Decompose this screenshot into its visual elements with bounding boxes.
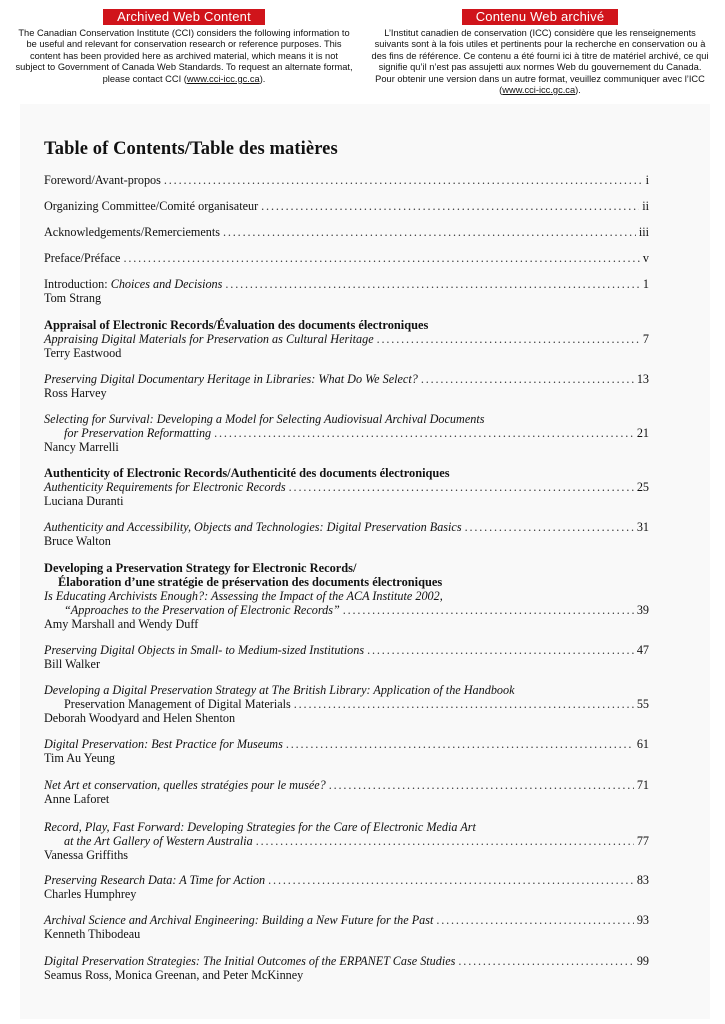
entry-page: 93	[636, 913, 649, 927]
toc-entry-eastwood[interactable]	[44, 332, 649, 360]
entry-author: Terry Eastwood	[44, 346, 122, 360]
cci-link-en[interactable]: www.cci-icc.gc.ca	[186, 73, 260, 84]
archive-notice-end-en: ).	[259, 73, 266, 84]
entry-page: i	[645, 173, 649, 187]
toc-entry-acknowledgements[interactable]	[44, 225, 649, 239]
entry-author: Bill Walker	[44, 657, 100, 671]
entry-title: Appraising Digital Materials for Preservation as Cultural Heritage	[44, 332, 374, 346]
toc-entry-introduction[interactable]	[44, 277, 649, 305]
toc-entry-duranti[interactable]	[44, 480, 649, 508]
entry-title: Organizing Committee/Comité organisateur	[44, 199, 259, 213]
section-heading-authenticity: Authenticity of Electronic Records/Authenticité des documents électroniques	[44, 466, 450, 480]
entry-title: at the Art Gallery of Western Australia	[64, 834, 253, 848]
toc-entry-ross[interactable]	[44, 954, 649, 982]
section-heading-appraisal: Appraisal of Electronic Records/Évaluation des documents électroniques	[44, 318, 429, 332]
toc-entry-harvey[interactable]	[44, 372, 649, 400]
entry-author: Luciana Duranti	[44, 494, 124, 508]
section-heading-line2: Élaboration d’une stratégie de préservation des documents électroniques	[58, 575, 443, 589]
archive-banner	[0, 0, 725, 100]
entry-title: Authenticity and Accessibility, Objects and Technologies: Digital Preservation Basics	[44, 520, 462, 534]
entry-page: 25	[636, 480, 649, 494]
entry-page: 99	[636, 954, 649, 968]
toc-entry-griffiths[interactable]	[44, 820, 649, 862]
entry-page: ii	[642, 199, 649, 213]
entry-page: 31	[636, 520, 649, 534]
entry-author: Tom Strang	[44, 291, 102, 305]
toc-entry-walton[interactable]	[44, 520, 649, 548]
entry-title: Preserving Digital Documentary Heritage in Libraries: What Do We Select?	[44, 372, 418, 386]
toc-entry-woodyard-shenton[interactable]	[44, 683, 649, 725]
entry-title: Preserving Research Data: A Time for Action	[44, 873, 266, 887]
entry-page: 1	[642, 277, 649, 291]
toc-entry-au-yeung[interactable]	[44, 737, 649, 765]
entry-page: 7	[642, 332, 649, 346]
entry-page: iii	[638, 225, 649, 239]
archived-badge-en: Archived Web Content	[103, 9, 265, 25]
entry-author: Deborah Woodyard and Helen Shenton	[44, 711, 236, 725]
entry-title: Preserving Digital Objects in Small- to Medium-sized Institutions	[44, 643, 365, 657]
archive-notice-en	[14, 9, 354, 85]
section-heading-line1: Developing a Preservation Strategy for Electronic Records/	[44, 561, 357, 575]
entry-author: Seamus Ross, Monica Greenan, and Peter McKinney	[44, 968, 304, 982]
entry-page: v	[642, 251, 649, 265]
toc-entry-marrelli[interactable]	[44, 412, 649, 454]
entry-author: Bruce Walton	[44, 534, 111, 548]
entry-title: for Preservation Reformatting	[64, 426, 212, 440]
toc-entry-thibodeau[interactable]	[44, 913, 649, 941]
entry-page: 21	[636, 426, 649, 440]
archive-notice-text-fr: L’Institut canadien de conservation (ICC) considère que les renseignements suivants sont à la fois utiles et pertinents pour la recherche en conservation ou à des fins de référence. Ce contenu a été fourni ici à titre de matériel archivé, ce qui signifie qu’il n’est pas assujetti aux normes Web du gouvernement du Canada. Pour obtenir une version dans un autre format, veuillez communiquer avec l’ICC (	[371, 28, 709, 96]
toc-entry-marshall-duff[interactable]	[44, 589, 649, 631]
toc-entry-foreword[interactable]	[44, 173, 649, 187]
entry-author: Charles Humphrey	[44, 887, 137, 901]
entry-title: Archival Science and Archival Engineering: Building a New Future for the Past	[44, 913, 434, 927]
entry-page: 13	[636, 372, 649, 386]
entry-title: Authenticity Requirements for Electronic Records	[44, 480, 286, 494]
entry-title: Preservation Management of Digital Materials	[64, 697, 291, 711]
cci-link-fr[interactable]: www.cci-icc.gc.ca	[502, 85, 576, 96]
archive-notice-fr	[370, 9, 710, 96]
toc-entry-organizing-committee[interactable]	[44, 199, 649, 213]
entry-title: Foreword/Avant-propos	[44, 173, 161, 187]
entry-prefix: Introduction:	[44, 277, 111, 291]
toc-entry-walker[interactable]	[44, 643, 649, 671]
entry-page: 61	[636, 737, 649, 751]
entry-page: 55	[636, 697, 649, 711]
entry-author: Tim Au Yeung	[44, 751, 116, 765]
toc-entry-humphrey[interactable]	[44, 873, 649, 901]
toc-entry-laforet[interactable]	[44, 778, 649, 806]
toc-entry-preface[interactable]	[44, 251, 649, 265]
entry-title: Acknowledgements/Remerciements	[44, 225, 220, 239]
archive-notice-text-en: The Canadian Conservation Institute (CCI) considers the following information to be useful and relevant for conservation research or reference purposes. This content has been provided here as archived material, which means it is not subject to Government of Canada Web Standards. To request an alternate format, please contact CCI (	[15, 28, 353, 84]
archive-notice-end-fr: ).	[575, 85, 581, 96]
entry-title-line1: Selecting for Survival: Developing a Model for Selecting Audiovisual Archival Documents	[44, 412, 485, 426]
entry-page: 47	[636, 643, 649, 657]
entry-author: Nancy Marrelli	[44, 440, 119, 454]
entry-title: Choices and Decisions	[110, 277, 223, 291]
entry-page: 83	[636, 873, 649, 887]
entry-author: Ross Harvey	[44, 386, 107, 400]
entry-title: Preface/Préface	[44, 251, 121, 265]
section-heading-strategy	[44, 561, 644, 589]
entry-title: Digital Preservation Strategies: The Initial Outcomes of the ERPANET Case Studies	[44, 954, 456, 968]
entry-author: Kenneth Thibodeau	[44, 927, 141, 941]
entry-title-line1: Is Educating Archivists Enough?: Assessing the Impact of the ACA Institute 2002,	[44, 589, 443, 603]
entry-title-line1: Developing a Digital Preservation Strategy at The British Library: Application of the Handbook	[44, 683, 515, 697]
entry-title-line1: Record, Play, Fast Forward: Developing Strategies for the Care of Electronic Media Art	[44, 820, 476, 834]
entry-page: 77	[636, 834, 649, 848]
entry-title: “Approaches to the Preservation of Electronic Records”	[64, 603, 340, 617]
entry-title: Net Art et conservation, quelles stratégies pour le musée?	[44, 778, 326, 792]
entry-author: Vanessa Griffiths	[44, 848, 129, 862]
entry-author: Anne Laforet	[44, 792, 110, 806]
toc-title: Table of Contents/Table des matières	[44, 139, 338, 159]
entry-page: 71	[636, 778, 649, 792]
entry-title: Digital Preservation: Best Practice for Museums	[44, 737, 283, 751]
entry-author: Amy Marshall and Wendy Duff	[44, 617, 199, 631]
archived-badge-fr: Contenu Web archivé	[462, 9, 619, 25]
entry-page: 39	[636, 603, 649, 617]
